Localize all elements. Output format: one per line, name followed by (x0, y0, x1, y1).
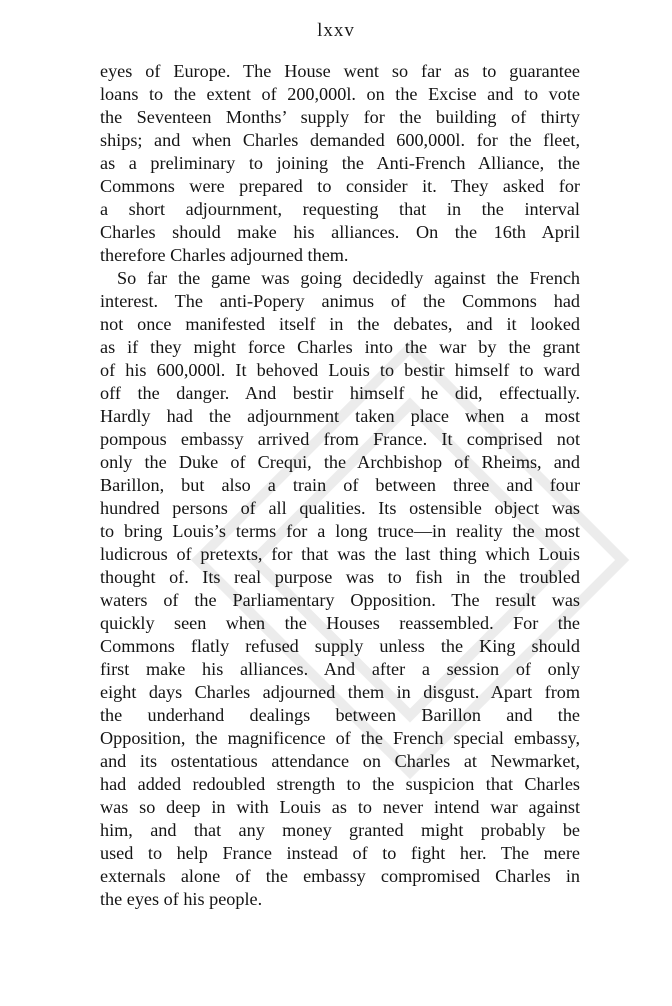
text-line: him, and that any money granted might probably be (100, 820, 580, 840)
text-line: of his 600,000l. It behoved Louis to bestir himself to ward (100, 360, 580, 380)
text-line: thought of. Its real purpose was to fish in the troubled (100, 567, 580, 587)
text-line: interest. The anti-Popery animus of the Commons had (100, 291, 580, 311)
text-line: to bring Louis’s terms for a long truce—in reality the most (100, 521, 580, 541)
text-line: So far the game was going decidedly against the French (117, 268, 580, 288)
text-line: had added redoubled strength to the suspicion that Charles (100, 774, 580, 794)
text-line: Commons were prepared to consider it. They asked for (100, 176, 580, 196)
text-line: Charles should make his alliances. On the 16th April (100, 222, 580, 242)
text-line: eight days Charles adjourned them in disgust. Apart from (100, 682, 580, 702)
text-line: pompous embassy arrived from France. It comprised not (100, 429, 580, 449)
text-line: and its ostentatious attendance on Charles at Newmarket, (100, 751, 580, 771)
text-line: not once manifested itself in the debates, and it looked (100, 314, 580, 334)
text-line: ludicrous of pretexts, for that was the last thing which Louis (100, 544, 580, 564)
text-line: waters of the Parliamentary Opposition. The result was (100, 590, 580, 610)
text-line: the eyes of his people. (100, 889, 263, 909)
text-line: as a preliminary to joining the Anti-French Alliance, the (100, 153, 580, 173)
text-line: ships; and when Charles demanded 600,000l. for the fleet, (100, 130, 580, 150)
text-line: first make his alliances. And after a session of only (100, 659, 580, 679)
text-line: off the danger. And bestir himself he did, effectually. (100, 383, 580, 403)
text-line: externals alone of the embassy compromised Charles in (100, 866, 580, 886)
text-line: was so deep in with Louis as to never intend war against (100, 797, 580, 817)
body-text (100, 60, 580, 911)
text-line: a short adjournment, requesting that in the interval (100, 199, 580, 219)
text-line: used to help France instead of to fight her. The mere (100, 843, 580, 863)
text-line: loans to the extent of 200,000l. on the Excise and to vote (100, 84, 580, 104)
text-line: only the Duke of Crequi, the Archbishop of Rheims, and (100, 452, 580, 472)
text-line: hundred persons of all qualities. Its ostensible object was (100, 498, 580, 518)
text-line: Commons flatly refused supply unless the King should (100, 636, 580, 656)
text-line: the underhand dealings between Barillon and the (100, 705, 580, 725)
text-line: as if they might force Charles into the war by the grant (100, 337, 580, 357)
text-line: Hardly had the adjournment taken place when a most (100, 406, 580, 426)
text-line: Opposition, the magnificence of the French special embassy, (100, 728, 580, 748)
text-line: quickly seen when the Houses reassembled. For the (100, 613, 580, 633)
text-line: Barillon, but also a train of between three and four (100, 475, 580, 495)
page-number: lxxv (317, 20, 355, 41)
text-line: therefore Charles adjourned them. (100, 245, 349, 265)
text-line: the Seventeen Months’ supply for the building of thirty (100, 107, 580, 127)
text-line: eyes of Europe. The House went so far as to guarantee (100, 61, 580, 81)
